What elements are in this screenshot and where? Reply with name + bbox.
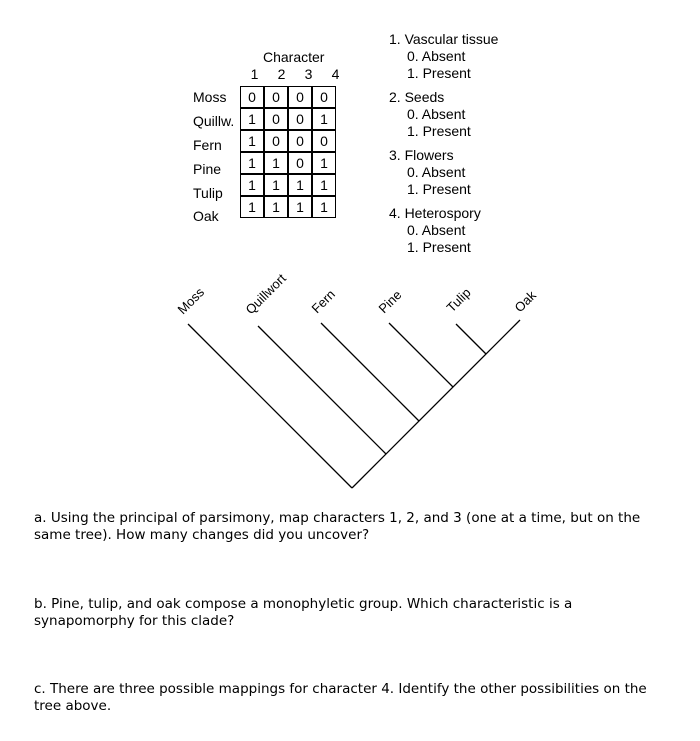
- legend-present: 1. Present: [407, 65, 471, 81]
- tip-label-moss: Moss: [174, 284, 208, 318]
- row-label-moss: Moss: [193, 89, 227, 105]
- legend-absent: 0. Absent: [407, 48, 466, 64]
- branch-moss: [188, 324, 352, 488]
- matrix-cell: 1: [312, 108, 336, 130]
- question-a: a. Using the principal of parsimony, map characters 1, 2, and 3 (one at a time, but on the same tree). How many changes did you uncover?: [34, 510, 641, 543]
- tip-label-tulip: Tulip: [443, 284, 474, 316]
- matrix-cell: 0: [288, 152, 312, 174]
- matrix-cell: 1: [288, 174, 312, 196]
- branch-quillwort: [258, 326, 386, 454]
- matrix-cell: 1: [240, 196, 264, 218]
- row-label-pine: Pine: [193, 161, 222, 177]
- matrix-cell: 1: [288, 196, 312, 218]
- tip-label-pine: Pine: [375, 287, 405, 317]
- branch-pine: [389, 323, 453, 387]
- matrix-cell: 1: [264, 152, 288, 174]
- branch-tulip: [456, 324, 486, 354]
- legend-title: 1. Vascular tissue: [389, 31, 499, 47]
- legend-absent: 0. Absent: [407, 106, 466, 122]
- matrix-cell: 0: [312, 130, 336, 152]
- branch-oak: [352, 320, 520, 488]
- tip-label-quillwort: Quillwort: [242, 270, 289, 318]
- legend-present: 1. Present: [407, 123, 471, 139]
- row-label-tulip: Tulip: [193, 185, 223, 201]
- matrix-cell: 0: [264, 130, 288, 152]
- legend-absent: 0. Absent: [407, 164, 466, 180]
- matrix-cell: 0: [288, 86, 312, 108]
- row-label-oak: Oak: [193, 208, 219, 224]
- matrix-col-4: 4: [331, 66, 340, 82]
- matrix-cell: 1: [312, 152, 336, 174]
- matrix-cell: 1: [240, 108, 264, 130]
- legend-absent: 0. Absent: [407, 222, 466, 238]
- matrix-cell: 0: [288, 130, 312, 152]
- matrix-cell: 0: [312, 86, 336, 108]
- tip-label-oak: Oak: [511, 287, 539, 316]
- matrix-cell: 0: [264, 86, 288, 108]
- legend-title: 3. Flowers: [389, 147, 454, 163]
- tip-label-fern: Fern: [308, 286, 339, 317]
- matrix-col-2: 2: [277, 66, 286, 82]
- matrix-cell: 1: [312, 196, 336, 218]
- matrix-cell: 0: [264, 108, 288, 130]
- matrix-col-1: 1: [250, 66, 259, 82]
- matrix-cell: 1: [264, 196, 288, 218]
- row-label-fern: Fern: [193, 137, 222, 153]
- matrix-col-3: 3: [304, 66, 313, 82]
- legend-present: 1. Present: [407, 239, 471, 255]
- matrix-title: Character: [263, 49, 325, 65]
- question-c: c. There are three possible mappings for character 4. Identify the other possibilities on the tree above.: [34, 681, 647, 714]
- question-b: b. Pine, tulip, and oak compose a monophyletic group. Which characteristic is a synapomorphy for this clade?: [34, 596, 573, 629]
- matrix-cell: 1: [312, 174, 336, 196]
- matrix-cell: 0: [288, 108, 312, 130]
- matrix-cell: 0: [240, 86, 264, 108]
- matrix-cell: 1: [240, 130, 264, 152]
- matrix-cell: 1: [240, 152, 264, 174]
- legend-title: 4. Heterospory: [389, 205, 481, 221]
- matrix-cell: 1: [240, 174, 264, 196]
- legend-present: 1. Present: [407, 181, 471, 197]
- legend-title: 2. Seeds: [389, 89, 445, 105]
- matrix-cell: 1: [264, 174, 288, 196]
- row-label-quillwort: Quillw.: [193, 113, 235, 129]
